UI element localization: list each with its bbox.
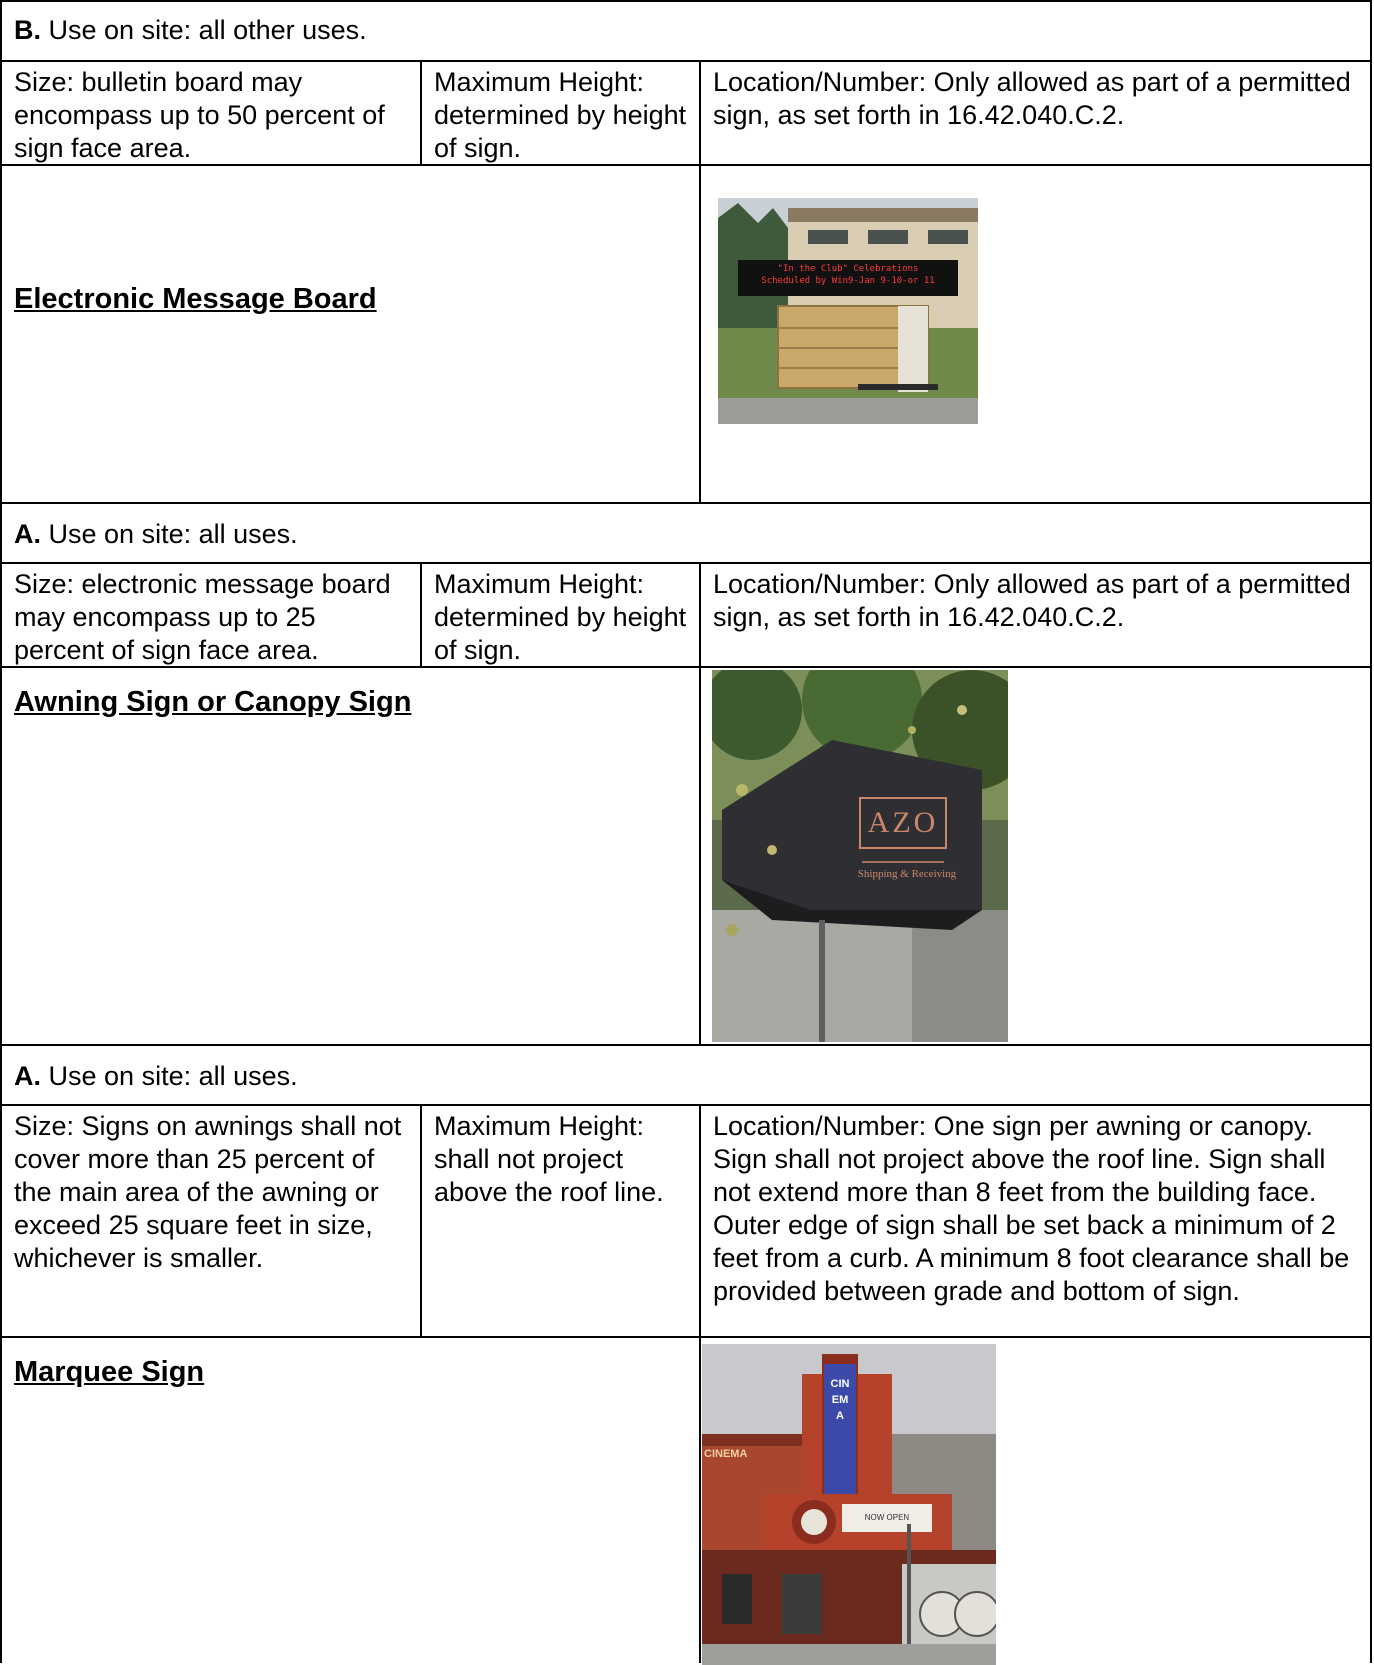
marquee-sign-heading: Marquee Sign: [14, 1356, 205, 1388]
location-cell: [701, 62, 1370, 164]
use-on-site-text: Use on site: all other uses.: [48, 15, 367, 45]
size-text: Size: Signs on awnings shall not cover more than 25 percent of the main area of the awning or exceed 25 square feet in size, whichever is smaller.: [14, 1111, 402, 1273]
max-height-text: Maximum Height: shall not project above the roof line.: [434, 1111, 664, 1207]
awning-use-cell: [2, 1046, 1370, 1104]
location-text: Location/Number: Only allowed as part of a permitted sign, as set forth in 16.42.040.C.2.: [713, 67, 1351, 130]
max-height-text: Maximum Height: determined by height of sign.: [434, 569, 687, 665]
electronic-message-board-heading: Electronic Message Board: [14, 283, 377, 315]
max-height-cell: [422, 1106, 700, 1336]
awning-sign-heading: Awning Sign or Canopy Sign: [14, 686, 412, 718]
size-cell: [2, 62, 422, 164]
section-b-details-row: [0, 60, 1372, 164]
size-cell: [2, 1106, 422, 1336]
heading-cell: [2, 668, 700, 1044]
awning-sign-photo: [712, 670, 1008, 1042]
section-b-use-row: [0, 0, 1372, 60]
marquee-sign-photo: [702, 1344, 996, 1665]
location-text: Location/Number: One sign per awning or canopy. Sign shall not project above the roof line. Sign shall not extend more than 8 feet from the building face. Outer edge of sign shall be set back a minimum of 2 feet from a curb. A minimum 8 foot clearance shall be provided between grade and bottom of sign.: [713, 1111, 1350, 1306]
led-display-line-1: "In the Club" Celebrations: [777, 264, 919, 274]
max-height-cell: [422, 62, 700, 164]
location-cell: [701, 564, 1370, 666]
section-letter: A.: [14, 1061, 41, 1091]
max-height-cell: [422, 564, 700, 666]
section-b-use-cell: [2, 2, 1370, 60]
awning-details-row: [0, 1104, 1372, 1336]
heading-cell: [2, 166, 700, 502]
location-text: Location/Number: Only allowed as part of a permitted sign, as set forth in 16.42.040.C.2.: [713, 569, 1351, 632]
size-cell: [2, 564, 422, 666]
led-display-line-2: Scheduled by Win9-Jan 9-10-or 11: [761, 276, 935, 286]
electronic-message-board-row: [0, 164, 1372, 502]
location-cell: [701, 1106, 1370, 1336]
max-height-text: Maximum Height: determined by height of sign.: [434, 67, 687, 163]
electronic-use-cell: [2, 504, 1370, 562]
size-text: Size: bulletin board may encompass up to 50 percent of sign face area.: [14, 67, 385, 163]
electronic-details-row: [0, 562, 1372, 666]
marquee-board-text: NOW OPEN: [864, 1513, 910, 1522]
electronic-message-board-photo: [718, 198, 978, 424]
awning-sign-lettering: AZO: [867, 806, 939, 839]
marquee-sign-row: [0, 1336, 1372, 1663]
electronic-use-row: [0, 502, 1372, 562]
awning-sign-row: [0, 666, 1372, 1044]
use-on-site-text: Use on site: all uses.: [48, 519, 298, 549]
use-on-site-text: Use on site: all uses.: [48, 1061, 298, 1091]
awning-sign-sublettering: Shipping & Receiving: [857, 868, 957, 880]
awning-use-row: [0, 1044, 1372, 1104]
size-text: Size: electronic message board may encompass up to 25 percent of sign face area.: [14, 569, 391, 665]
marquee-front-lettering: CINEMA: [704, 1448, 748, 1460]
marquee-tower-lettering: CINEMA: [830, 1378, 850, 1422]
section-letter: A.: [14, 519, 41, 549]
heading-cell: [2, 1338, 700, 1663]
section-letter: B.: [14, 15, 41, 45]
